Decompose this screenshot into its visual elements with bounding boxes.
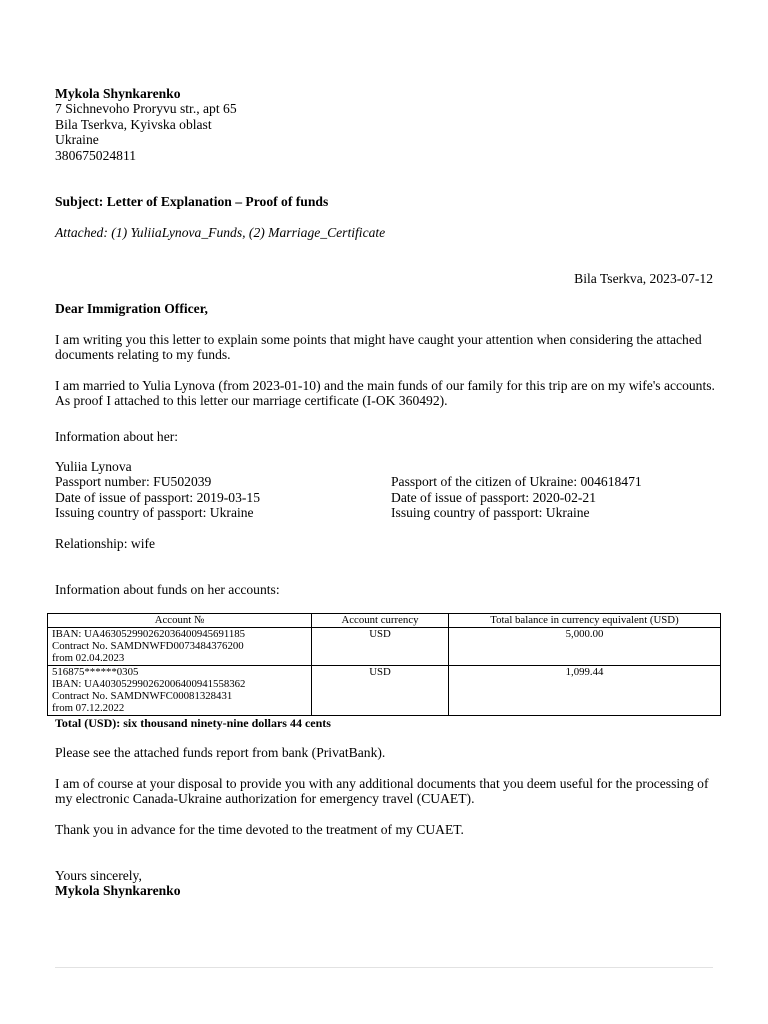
account-line: Contract No. SAMDNWFD0073484376200 <box>52 640 244 652</box>
account-line: IBAN: UA463052990262036400945691185 <box>52 628 246 640</box>
wife-citizen-issue: Date of issue of passport: 2020-02-21 <box>391 490 597 505</box>
paragraph-intro: I am writing you this letter to explain some points that might have caught your attention when considering the attached documents relating to my funds. <box>55 332 702 363</box>
sender-city: Bila Tserkva, Kyivska oblast <box>55 117 212 132</box>
signature-name: Mykola Shynkarenko <box>55 883 181 898</box>
wife-name: Yuliia Lynova <box>55 459 132 474</box>
attached-line: Attached: (1) YuliiaLynova_Funds, (2) Marriage_Certificate <box>55 225 386 240</box>
funds-total: Total (USD): six thousand ninety-nine dollars 44 cents <box>55 716 331 730</box>
wife-relationship: Relationship: wife <box>55 536 156 551</box>
page-divider <box>55 967 713 968</box>
paragraph-thanks: Thank you in advance for the time devoted to the treatment of my CUAET. <box>55 822 464 837</box>
sender-country: Ukraine <box>55 132 99 147</box>
sign-off: Yours sincerely, <box>55 868 142 883</box>
wife-citizen-country: Issuing country of passport: Ukraine <box>391 505 590 520</box>
sender-street: 7 Sichnevoho Proryvu str., apt 65 <box>55 101 237 116</box>
paragraph-disposal: I am of course at your disposal to provide you with any additional documents that you deem useful for the processing of my electronic Canada-Ukraine authorization for emergency travel (CUAET). <box>55 776 709 807</box>
wife-passport-country: Issuing country of passport: Ukraine <box>55 505 254 520</box>
account-line: IBAN: UA403052990262006400941558362 <box>52 678 246 690</box>
account-cell <box>48 666 312 716</box>
account-line: from 02.04.2023 <box>52 652 125 664</box>
paragraph-bank: Please see the attached funds report from bank (PrivatBank). <box>55 745 386 760</box>
account-line: 516875******0305 <box>52 666 139 678</box>
sender-phone: 380675024811 <box>55 148 137 163</box>
col-header-balance: Total balance in currency equivalent (USD) <box>449 614 721 628</box>
table-row <box>48 628 721 666</box>
col-header-account: Account № <box>48 614 312 628</box>
balance-cell: 5,000.00 <box>449 628 721 666</box>
wife-passport-number: Passport number: FU502039 <box>55 474 212 489</box>
info-heading: Information about her: <box>55 429 179 444</box>
account-line: from 07.12.2022 <box>52 702 125 714</box>
funds-heading: Information about funds on her accounts: <box>55 582 280 597</box>
currency-cell: USD <box>312 666 449 716</box>
col-header-currency: Account currency <box>312 614 449 628</box>
subject-line: Subject: Letter of Explanation – Proof of funds <box>55 194 329 209</box>
balance-cell: 1,099.44 <box>449 666 721 716</box>
place-date: Bila Tserkva, 2023-07-12 <box>574 271 713 286</box>
account-cell <box>48 628 312 666</box>
paragraph-marriage: I am married to Yulia Lynova (from 2023-01-10) and the main funds of our family for this trip are on my wife's accounts. As proof I attached to this letter our marriage certificate (I-OK 360492). <box>55 378 715 409</box>
funds-table <box>47 613 721 716</box>
salutation: Dear Immigration Officer, <box>55 301 208 316</box>
wife-citizen-passport: Passport of the citizen of Ukraine: 004618471 <box>391 474 642 489</box>
table-row <box>48 666 721 716</box>
account-line: Contract No. SAMDNWFC00081328431 <box>52 690 233 702</box>
funds-table-header <box>48 614 721 628</box>
currency-cell: USD <box>312 628 449 666</box>
wife-passport-issue: Date of issue of passport: 2019-03-15 <box>55 490 261 505</box>
sender-name: Mykola Shynkarenko <box>55 86 181 101</box>
